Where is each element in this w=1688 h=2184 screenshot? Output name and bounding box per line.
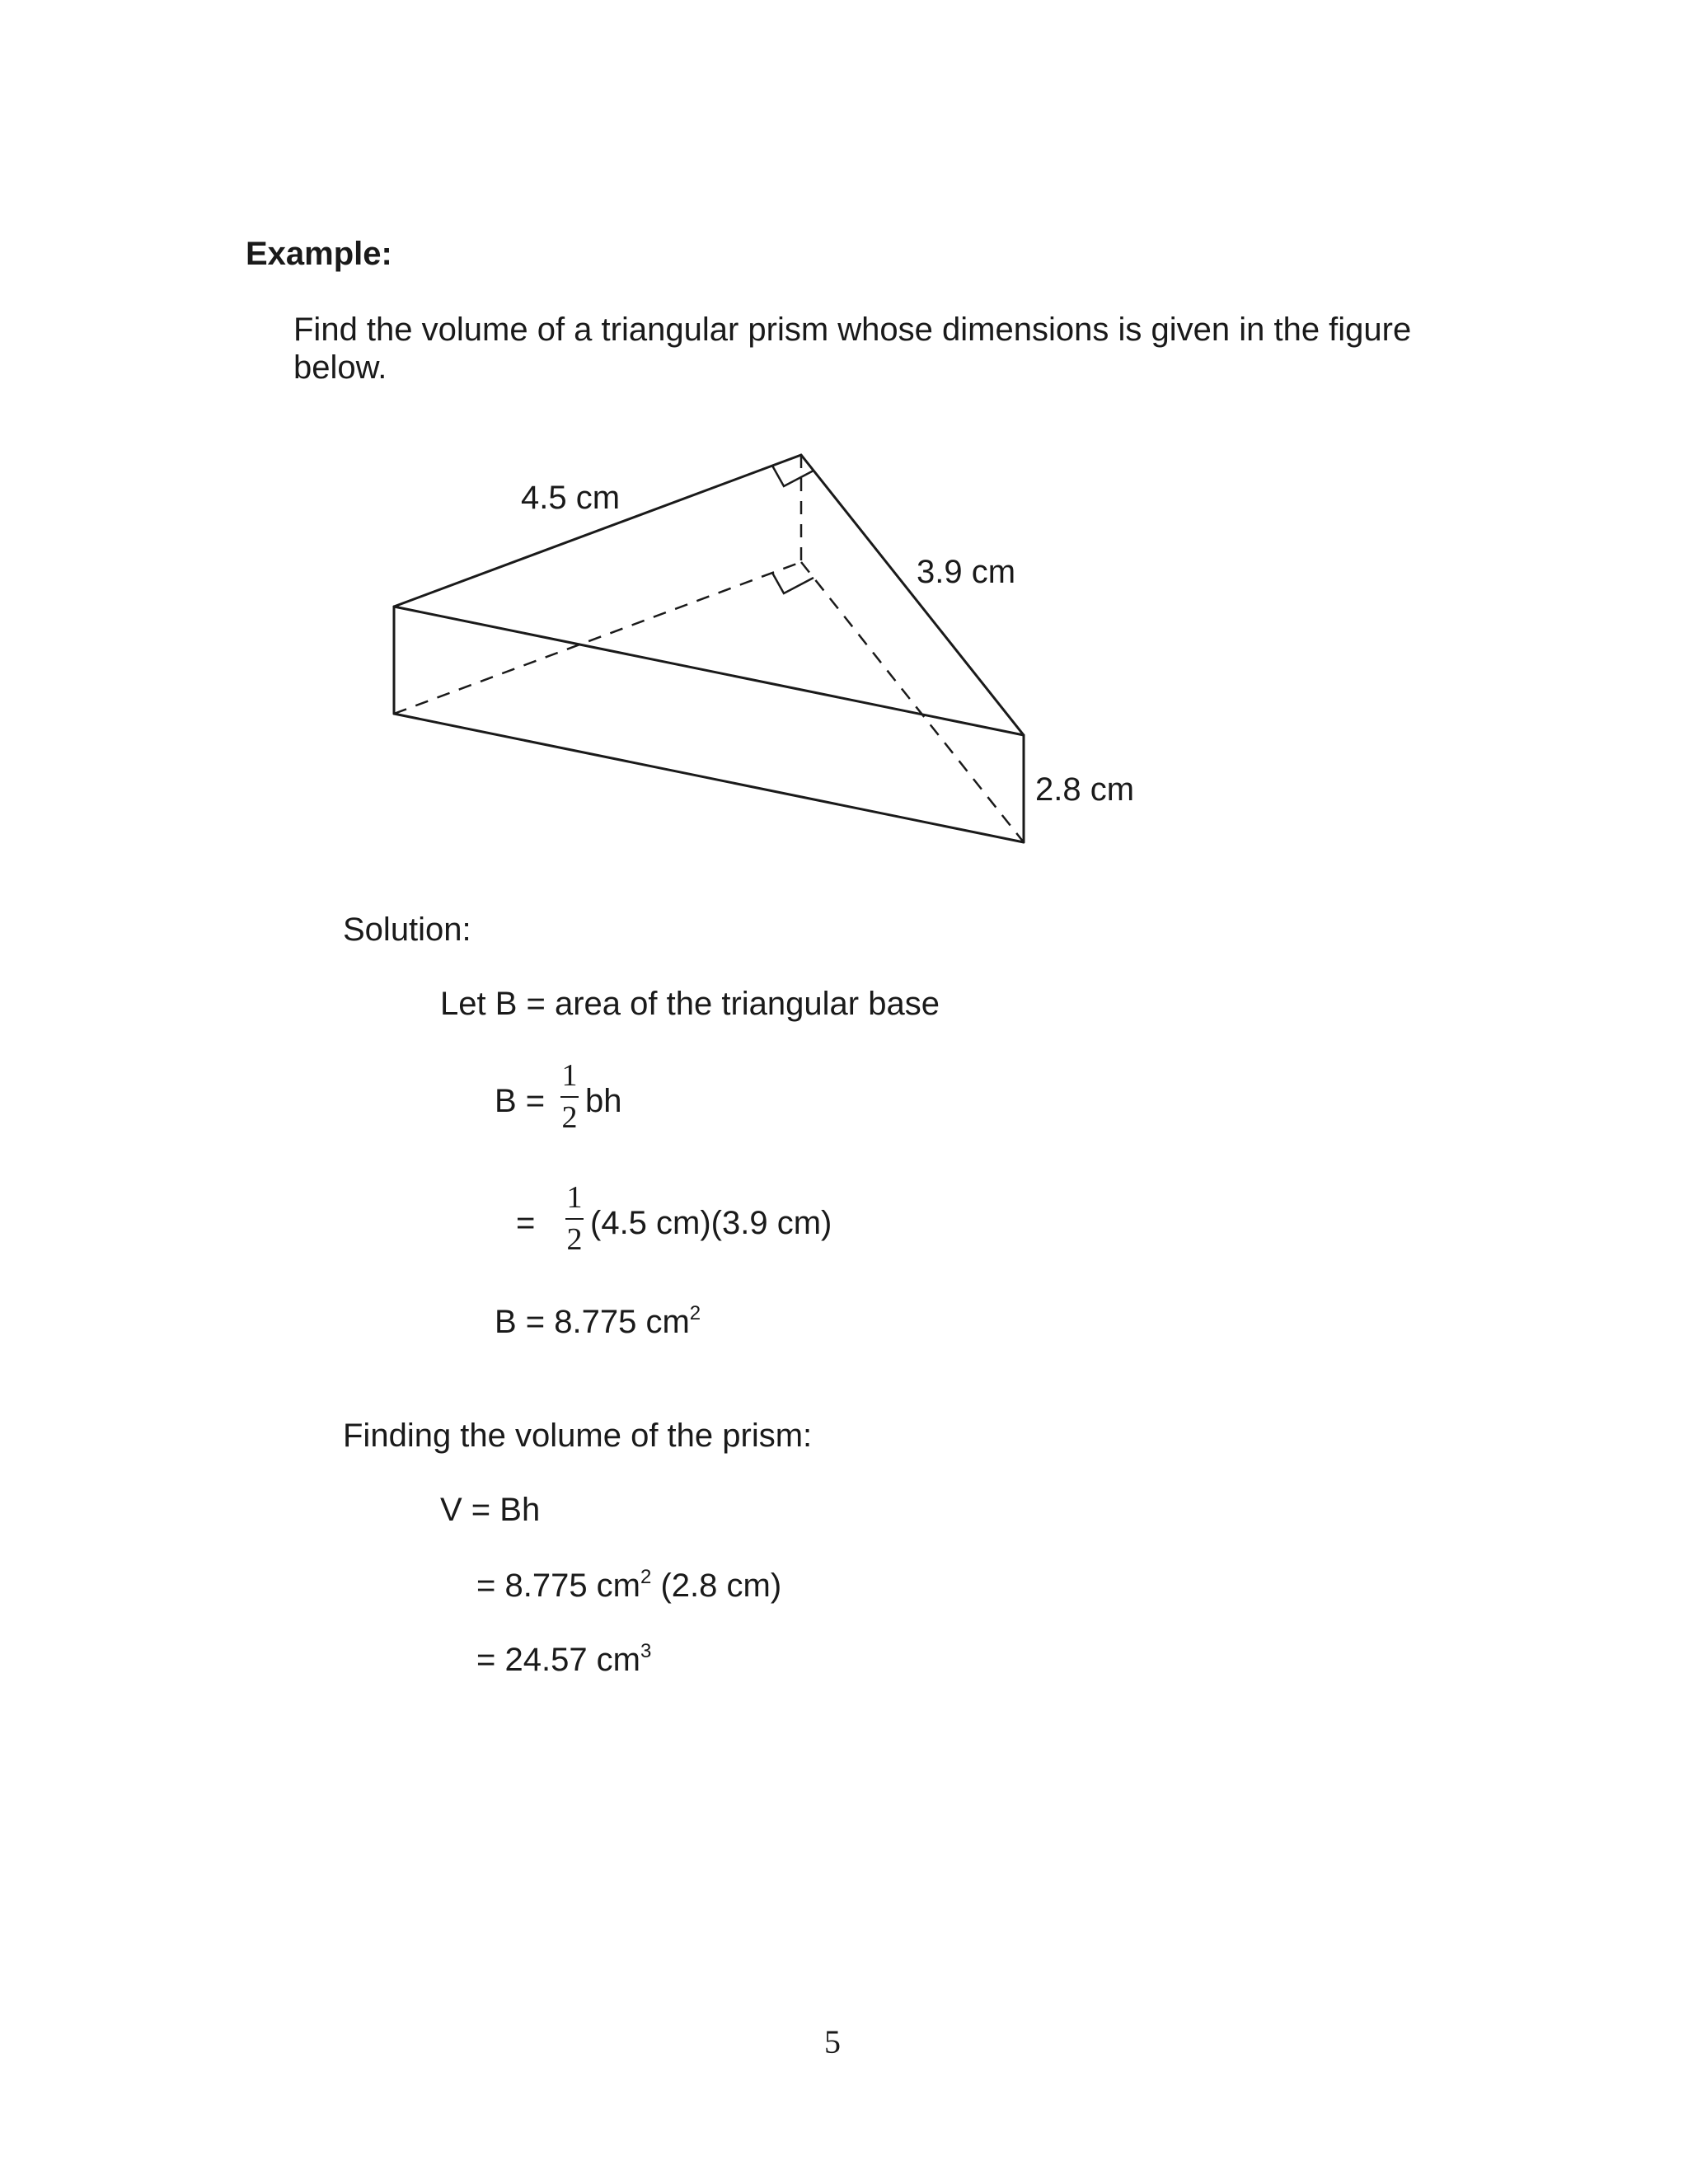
- volume-step-1-suffix: (2.8 cm): [651, 1568, 782, 1604]
- area-formula-suffix: bh: [585, 1083, 622, 1119]
- area-formula-prefix: B =: [495, 1083, 546, 1119]
- one-half-fraction: [560, 1060, 579, 1133]
- substitution-equals: =: [516, 1205, 536, 1241]
- volume-step-2-exponent: 3: [640, 1639, 652, 1662]
- right-angle-mark-bottom: [772, 573, 814, 593]
- fraction-numerator: 1: [561, 1058, 578, 1093]
- prism-hidden-bottom-right-edge: [801, 562, 1024, 842]
- volume-label: Finding the volume of the prism:: [343, 1418, 813, 1454]
- volume-formula: V = Bh: [440, 1492, 541, 1528]
- volume-step-1-exponent: 2: [640, 1565, 652, 1588]
- problem-line-1: Find the volume of a triangular prism whose dimensions is given in the figure: [293, 312, 1412, 348]
- area-result-exponent: 2: [689, 1301, 701, 1324]
- volume-step-2-text: = 24.57 cm: [476, 1642, 641, 1678]
- volume-step-1-text: = 8.775 cm: [476, 1568, 641, 1604]
- fraction-denominator: 2: [566, 1222, 583, 1257]
- fraction-bar: [565, 1218, 584, 1220]
- right-angle-mark-top: [772, 466, 814, 486]
- fraction-numerator: 1: [566, 1180, 583, 1215]
- area-result: [495, 1301, 701, 1340]
- fraction-denominator: 2: [561, 1100, 578, 1135]
- let-statement: Let B = area of the triangular base: [440, 986, 940, 1022]
- solution-label: Solution:: [343, 912, 471, 948]
- substitution-values: (4.5 cm)(3.9 cm): [590, 1205, 832, 1241]
- volume-step-1: [476, 1565, 782, 1604]
- problem-line-2: below.: [293, 349, 387, 386]
- prism-front-bottom-edge: [394, 714, 1024, 842]
- triangular-prism-figure: [0, 0, 1688, 907]
- prism-top-edge-right: [801, 455, 1024, 735]
- volume-step-2: [476, 1639, 652, 1678]
- page-number: 5: [824, 2023, 841, 2060]
- area-result-text: B = 8.775 cm: [495, 1304, 690, 1340]
- example-heading: Example:: [246, 236, 392, 272]
- fraction-bar: [560, 1096, 579, 1098]
- one-half-fraction-step: [565, 1182, 584, 1255]
- prism-front-top-edge: [394, 607, 1024, 735]
- dimension-label-width: 3.9 cm: [917, 554, 1016, 590]
- dimension-label-length: 4.5 cm: [521, 480, 621, 516]
- dimension-label-height: 2.8 cm: [1035, 771, 1135, 808]
